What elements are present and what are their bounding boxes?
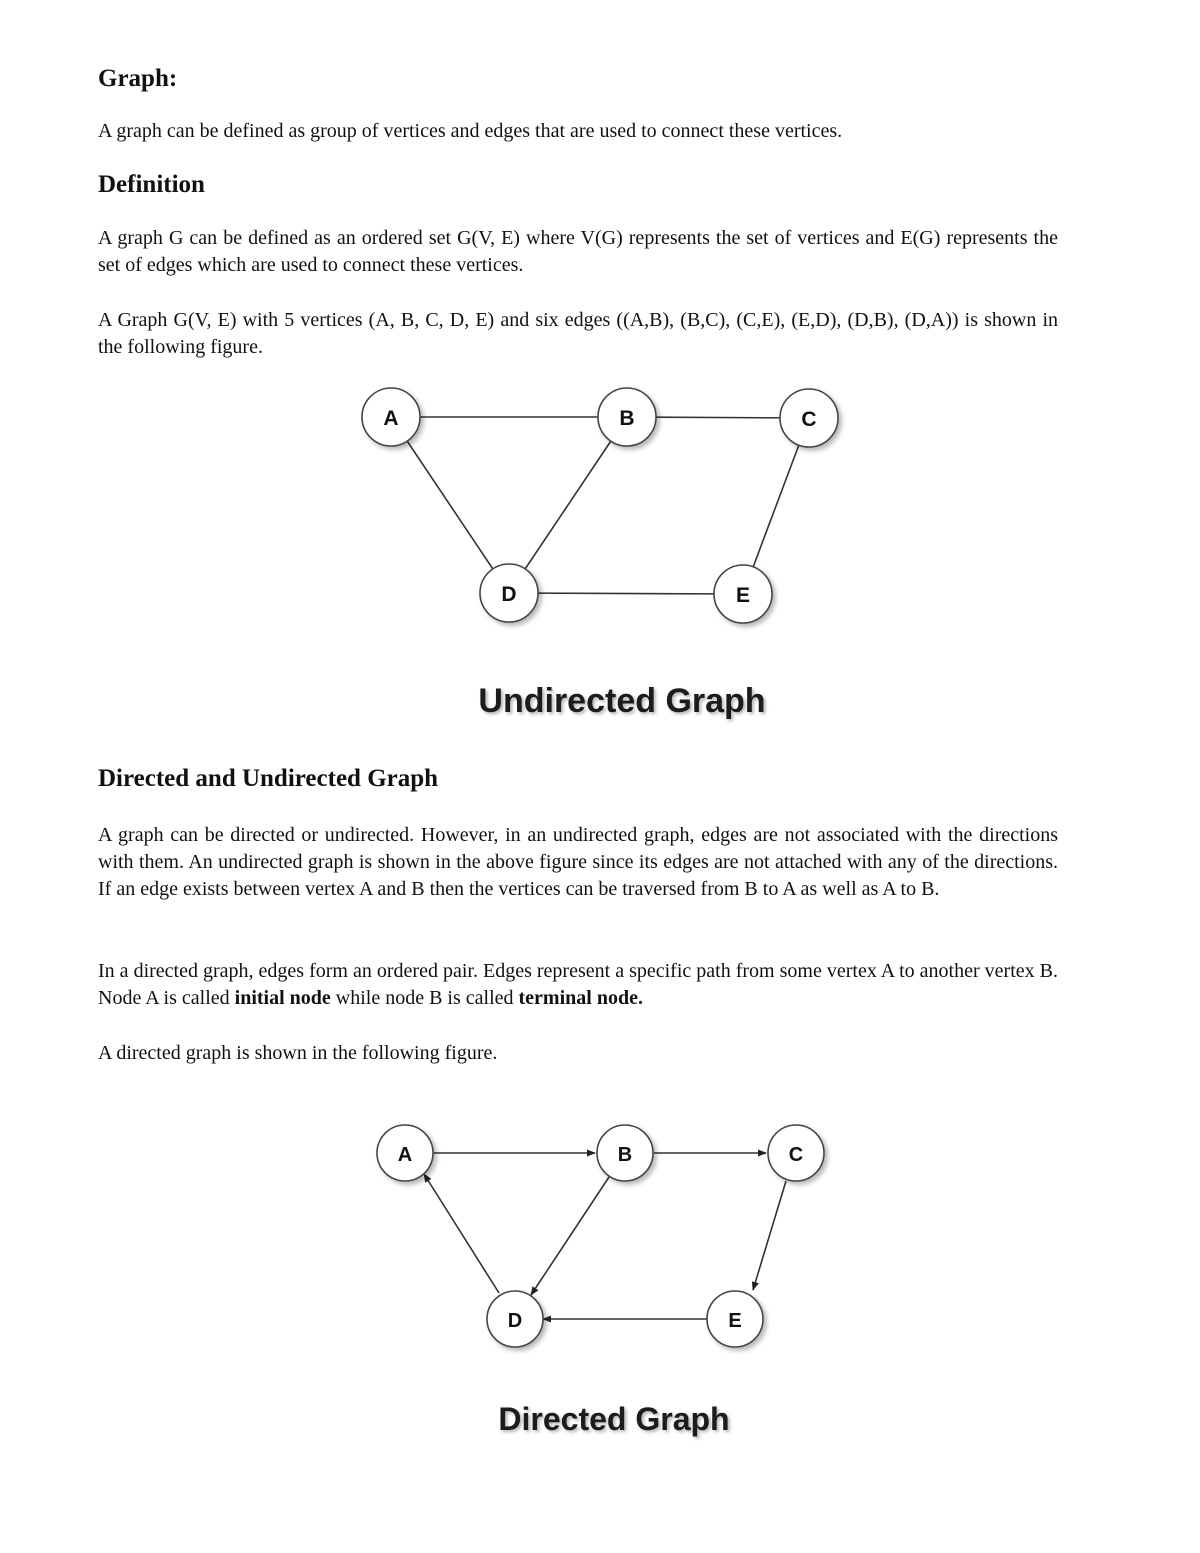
arrow-d-to-a <box>424 1174 499 1293</box>
directed-paragraph-3: A directed graph is shown in the following figure. <box>98 1042 498 1064</box>
directed-graph-caption: Directed Graph <box>498 1401 730 1437</box>
intro-paragraph: A graph can be defined as group of vertices and edges that are used to connect these vertices. <box>98 120 843 142</box>
arrow-b-to-d <box>531 1177 609 1295</box>
directed-paragraph-2 <box>98 958 1058 1012</box>
definition-paragraph-2-block <box>98 307 1058 361</box>
directed-node-d-label: D <box>507 1310 523 1332</box>
directed-node-a <box>377 1125 433 1181</box>
node-a <box>362 388 420 446</box>
undirected-graph-diagram <box>0 370 1200 730</box>
intro-paragraph-block <box>98 118 1058 145</box>
heading-graph: Graph: <box>98 65 178 92</box>
directed-node-d <box>487 1291 543 1347</box>
edge-e-d <box>509 593 743 594</box>
directed-paragraph-2-part2: while node B is called <box>330 987 519 1009</box>
directed-node-b <box>597 1125 653 1181</box>
definition-paragraph-1-block <box>98 225 1058 279</box>
node-b <box>598 388 656 446</box>
directed-paragraph-2-block <box>98 958 1058 1012</box>
directed-graph-diagram <box>0 1110 1200 1450</box>
heading-definition: Definition <box>98 171 205 198</box>
node-d <box>480 564 538 622</box>
node-e-label: E <box>735 584 751 607</box>
directed-node-e <box>707 1291 763 1347</box>
directed-node-a-label: A <box>397 1144 413 1166</box>
undirected-graph-caption: Undirected Graph <box>478 682 766 720</box>
node-d-label: D <box>501 583 517 606</box>
terminal-node-term: terminal node. <box>518 987 643 1009</box>
edge-d-b <box>509 417 627 593</box>
node-e <box>714 565 772 623</box>
directed-node-b-label: B <box>617 1144 633 1166</box>
directed-paragraph-1: A graph can be directed or undirected. However, in an undirected graph, edges are not associated with the directions with them. An undirected graph is shown in the above figure since its edges are not attached with any of the directions. If an edge exists between vertex A and B then the vertices can be traversed from B to A as well as A to B. <box>98 824 1058 900</box>
definition-paragraph-1: A graph G can be defined as an ordered set G(V, E) where V(G) represents the set of vertices and E(G) represents the set of edges which are used to connect these vertices. <box>98 227 1058 276</box>
initial-node-term: initial node <box>234 987 331 1009</box>
directed-graph-figure <box>0 1110 1200 1450</box>
node-a-label: A <box>383 407 399 430</box>
node-c <box>780 389 838 447</box>
node-c-label: C <box>801 408 817 431</box>
directed-paragraph-1-block <box>98 822 1058 903</box>
directed-node-c <box>768 1125 824 1181</box>
definition-paragraph-2: A Graph G(V, E) with 5 vertices (A, B, C, D, E) and six edges ((A,B), (B,C), (C,E), (E,D), (D,B), (D,A)) is shown in the following figure. <box>98 309 1058 358</box>
node-b-label: B <box>619 407 635 430</box>
section-definition <box>98 170 1058 200</box>
directed-paragraph-2-part1: In a directed graph, edges form an ordered pair. Edges represent a specific path from some vertex A to another vertex B. Node A is called <box>98 960 1058 1009</box>
directed-node-c-label: C <box>788 1144 804 1166</box>
directed-node-e-label: E <box>728 1310 742 1332</box>
section-directed-undirected <box>98 764 1058 794</box>
heading-directed-undirected: Directed and Undirected Graph <box>98 765 439 792</box>
edge-d-a <box>391 417 509 593</box>
undirected-graph-figure <box>0 370 1200 730</box>
section-graph <box>98 64 1058 94</box>
directed-paragraph-3-block <box>98 1040 1058 1067</box>
arrow-c-to-e <box>753 1181 786 1290</box>
